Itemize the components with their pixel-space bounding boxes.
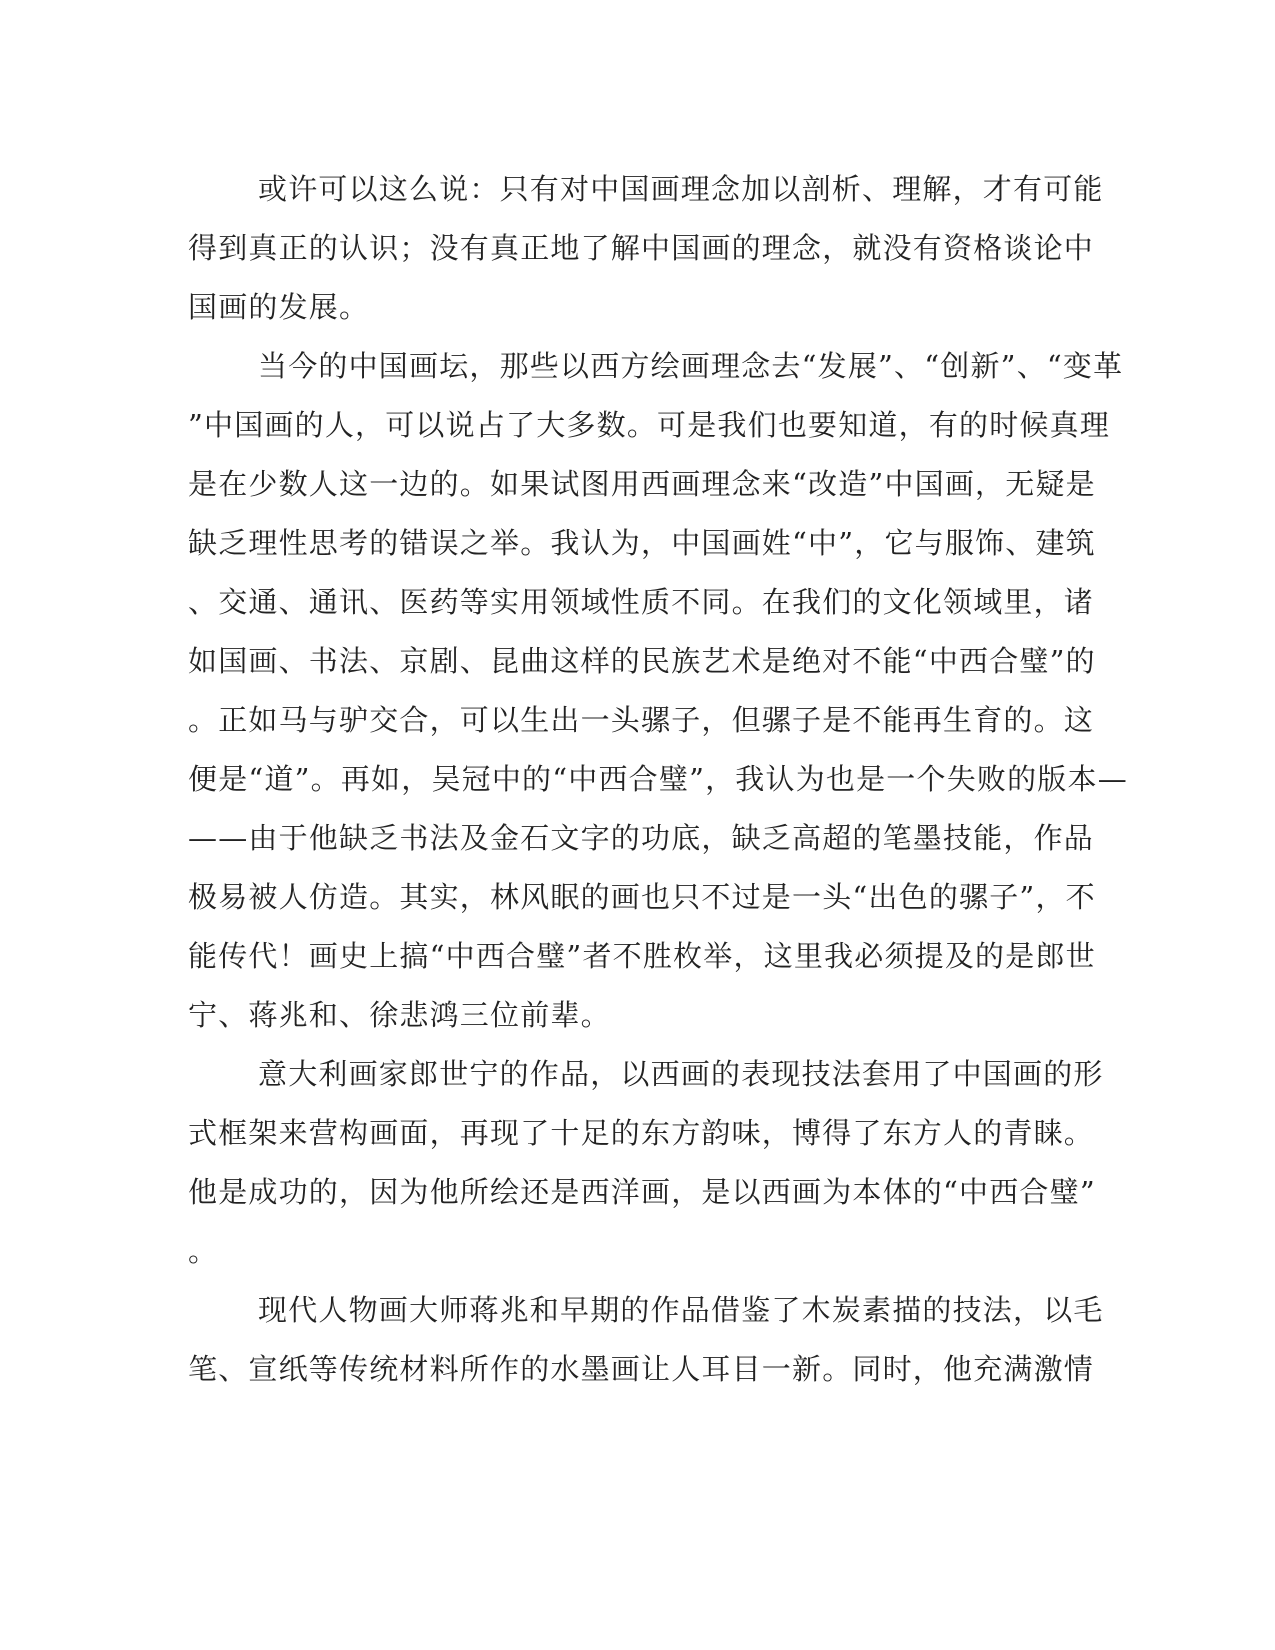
paragraph [188,1045,1104,1281]
paragraph [188,337,1128,1045]
text-line: ——由于他缺乏书法及金石文字的功底，缺乏高超的笔墨技能，作品 [188,821,1095,855]
text-line: 意大利画家郎世宁的作品，以西画的表现技法套用了中国画的形 [258,1057,1104,1091]
text-line: 。 [188,1234,219,1268]
text-line: 得到真正的认识；没有真正地了解中国画的理念，就没有资格谈论中 [188,231,1095,265]
text-line: 能传代！画史上搞“中西合璧”者不胜枚举，这里我必须提及的是郎世 [188,939,1096,973]
text-line: 便是“道”。再如，吴冠中的“中西合璧”，我认为也是一个失败的版本— [188,762,1128,796]
text-line: 或许可以这么说：只有对中国画理念加以剖析、理解，才有可能 [258,172,1104,206]
text-line: 笔、宣纸等传统材料所作的水墨画让人耳目一新。同时，他充满激情 [188,1352,1095,1386]
text-line: 极易被人仿造。其实，林风眠的画也只不过是一头“出色的骡子”，不 [188,880,1096,914]
text-line: 宁、蒋兆和、徐悲鸿三位前辈。 [188,998,611,1032]
paragraph [188,1281,1104,1399]
paragraph [188,160,1104,337]
text-line: 当今的中国画坛，那些以西方绘画理念去“发展”、“创新”、“变革 [258,349,1124,383]
body-text [188,160,1128,1399]
text-line: 式框架来营构画面，再现了十足的东方韵味，博得了东方人的青睐。 [188,1116,1095,1150]
text-line: 、交通、通讯、医药等实用领域性质不同。在我们的文化领域里，诸 [188,585,1095,619]
text-line: 是在少数人这一边的。如果试图用西画理念来“改造”中国画，无疑是 [188,467,1096,501]
text-line: 国画的发展。 [188,290,370,324]
text-line: 他是成功的，因为他所绘还是西洋画，是以西画为本体的“中西合璧” [188,1175,1096,1209]
text-line: 如国画、书法、京剧、昆曲这样的民族艺术是绝对不能“中西合璧”的 [188,644,1096,678]
text-line: 。正如马与驴交合，可以生出一头骡子，但骡子是不能再生育的。这 [188,703,1095,737]
text-line: 现代人物画大师蒋兆和早期的作品借鉴了木炭素描的技法，以毛 [258,1293,1104,1327]
text-line: 缺乏理性思考的错误之举。我认为，中国画姓“中”，它与服饰、建筑 [188,526,1096,560]
text-line: ”中国画的人，可以说占了大多数。可是我们也要知道，有的时候真理 [188,408,1111,442]
